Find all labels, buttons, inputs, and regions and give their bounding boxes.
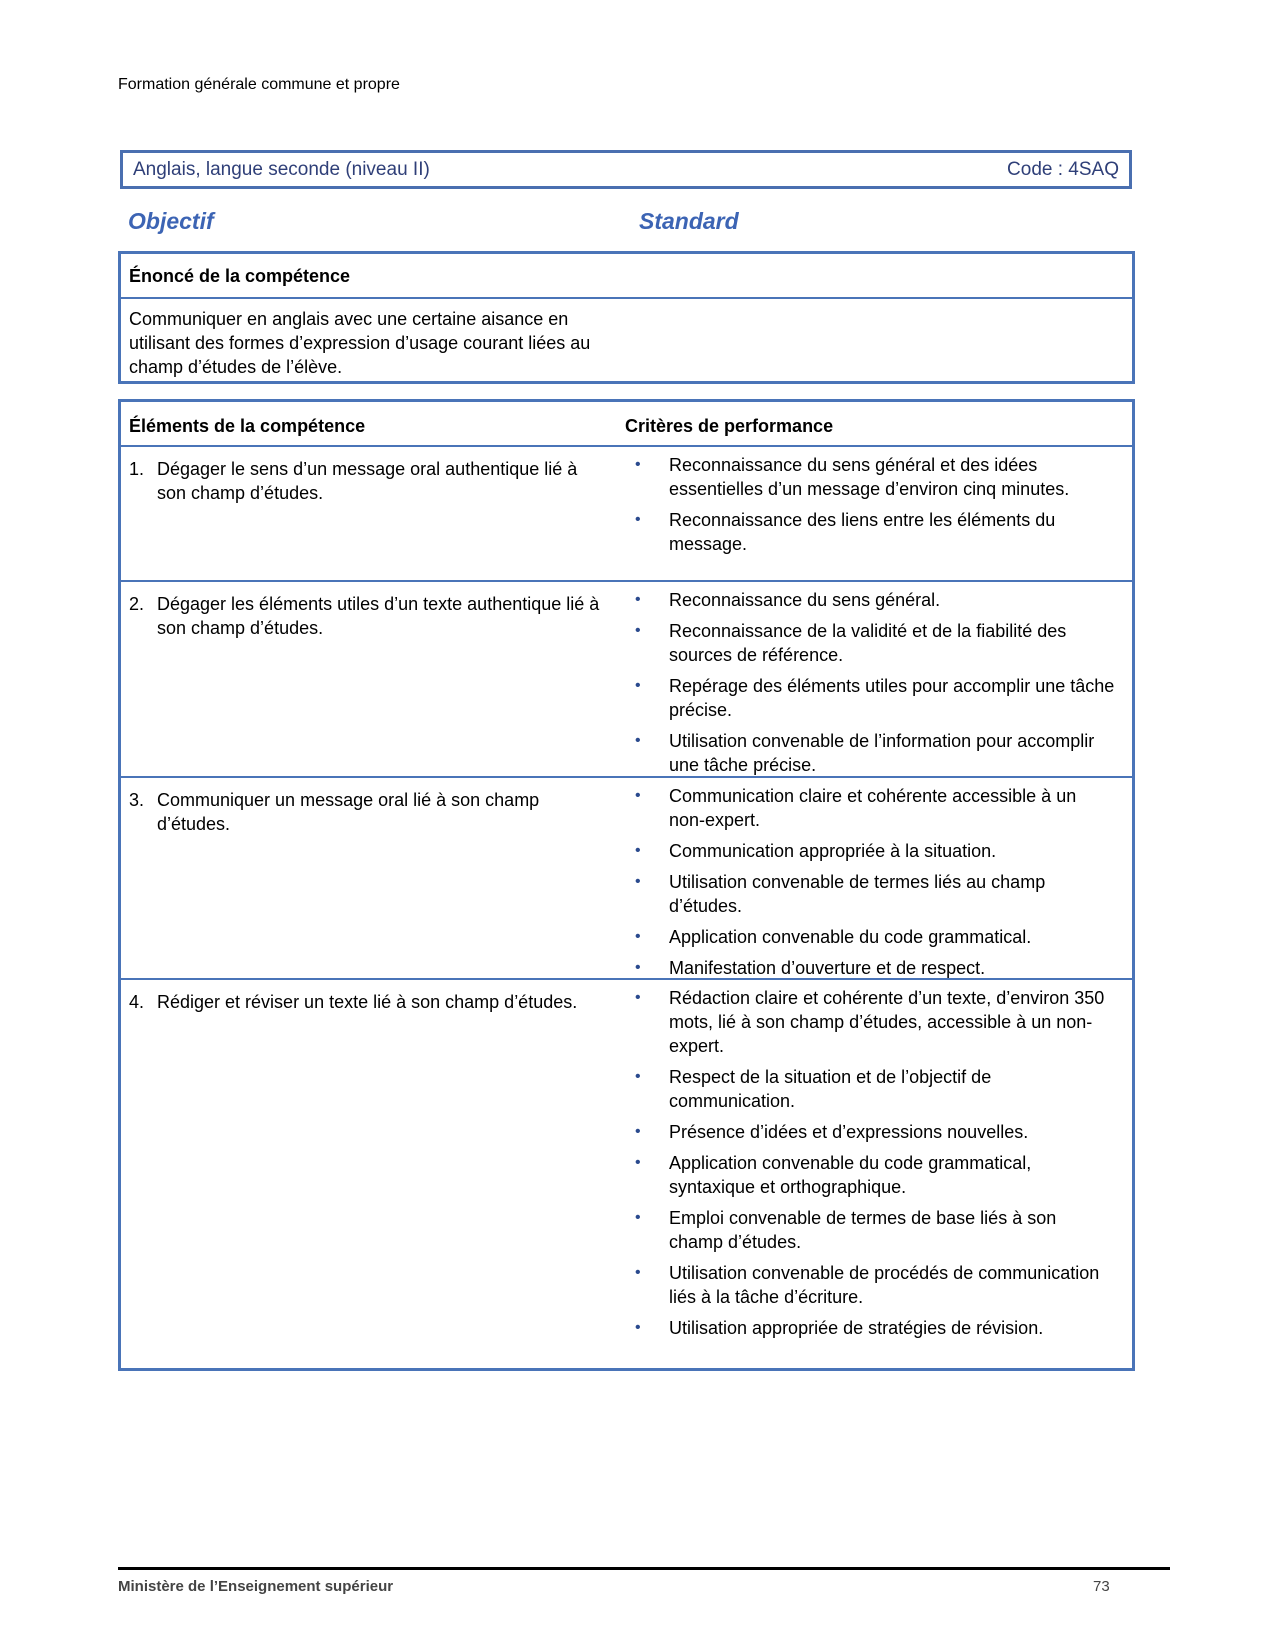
- criterion-text: Repérage des éléments utiles pour accomplir une tâche précise.: [669, 676, 1115, 720]
- page-number: 73: [1093, 1578, 1110, 1595]
- performance-criterion: [635, 839, 1115, 863]
- standard-label: Standard: [639, 208, 739, 234]
- bullet-icon: •: [635, 1154, 641, 1171]
- table-row: [121, 447, 1132, 582]
- criterion-text: Application convenable du code grammatical.: [669, 927, 1032, 947]
- bullet-icon: •: [635, 511, 641, 528]
- performance-criteria-list: [635, 784, 1115, 987]
- element-number: 2.: [129, 594, 145, 614]
- performance-criterion: [635, 1065, 1115, 1113]
- element-text: Communiquer un message oral lié à son champ d’études.: [157, 790, 540, 834]
- bullet-icon: •: [635, 456, 641, 473]
- performance-criterion: [635, 674, 1115, 722]
- competency-table: [118, 399, 1135, 1371]
- footer-rule: [118, 1567, 1170, 1570]
- table-row: [121, 980, 1132, 1338]
- bullet-icon: •: [635, 842, 641, 859]
- course-title-band: [120, 150, 1132, 189]
- element-text: Rédiger et réviser un texte lié à son champ d’études.: [157, 992, 578, 1012]
- performance-criterion: [635, 1316, 1115, 1340]
- performance-criterion: [635, 956, 1115, 980]
- bullet-icon: •: [635, 1209, 641, 1226]
- criterion-text: Reconnaissance des liens entre les éléments du message.: [669, 510, 1056, 554]
- criterion-text: Application convenable du code grammatical, syntaxique et orthographique.: [669, 1153, 1032, 1197]
- performance-criterion: [635, 1120, 1115, 1144]
- bullet-icon: •: [635, 677, 641, 694]
- course-code: Code : 4SAQ: [1007, 158, 1119, 180]
- bullet-icon: •: [635, 732, 641, 749]
- course-title: Anglais, langue seconde (niveau II): [133, 158, 430, 180]
- performance-criterion: [635, 619, 1115, 667]
- bullet-icon: •: [635, 873, 641, 890]
- objective-label: Objectif: [128, 208, 214, 234]
- criteria-column-heading: Critères de performance: [625, 416, 834, 436]
- performance-criteria-list: [635, 588, 1115, 784]
- criterion-text: Présence d’idées et d’expressions nouvelles.: [669, 1122, 1029, 1142]
- elements-column-heading: Éléments de la compétence: [129, 416, 366, 436]
- objective-standard-row: [128, 208, 1128, 236]
- criterion-text: Manifestation d’ouverture et de respect.: [669, 958, 986, 978]
- performance-criterion: [635, 986, 1115, 1058]
- performance-criteria-list: [635, 453, 1115, 563]
- element-number: 1.: [129, 459, 145, 479]
- bullet-icon: •: [635, 591, 641, 608]
- criterion-text: Respect de la situation et de l’objectif de communication.: [669, 1067, 992, 1111]
- bullet-icon: •: [635, 1123, 641, 1140]
- performance-criterion: [635, 729, 1115, 777]
- footer-publisher: Ministère de l’Enseignement supérieur: [118, 1578, 394, 1595]
- performance-criterion: [635, 508, 1115, 556]
- running-head: Formation générale commune et propre: [118, 76, 400, 93]
- performance-criterion: [635, 870, 1115, 918]
- element-number: 4.: [129, 992, 145, 1012]
- performance-criterion: [635, 925, 1115, 949]
- performance-criterion: [635, 588, 1115, 612]
- element-text: Dégager les éléments utiles d’un texte authentique lié à son champ d’études.: [157, 594, 600, 638]
- performance-criteria-list: [635, 986, 1115, 1347]
- criterion-text: Reconnaissance de la validité et de la fiabilité des sources de référence.: [669, 621, 1067, 665]
- criterion-text: Communication claire et cohérente accessible à un non-expert.: [669, 786, 1077, 830]
- bullet-icon: •: [635, 989, 641, 1006]
- bullet-icon: •: [635, 959, 641, 976]
- criterion-text: Utilisation convenable de procédés de communication liés à la tâche d’écriture.: [669, 1263, 1100, 1307]
- performance-criterion: [635, 453, 1115, 501]
- performance-criterion: [635, 1206, 1115, 1254]
- bullet-icon: •: [635, 1068, 641, 1085]
- criterion-text: Communication appropriée à la situation.: [669, 841, 997, 861]
- bullet-icon: •: [635, 928, 641, 945]
- table-row: [121, 582, 1132, 778]
- criterion-text: Utilisation convenable de l’information pour accomplir une tâche précise.: [669, 731, 1095, 775]
- performance-criterion: [635, 1261, 1115, 1309]
- criterion-text: Rédaction claire et cohérente d’un texte, d’environ 350 mots, lié à son champ d’études, accessible à un non-expert.: [669, 988, 1105, 1056]
- competency-statement-text: Communiquer en anglais avec une certaine aisance en utilisant des formes d’expression d’usage courant liées au champ d’études de l’élève.: [129, 309, 591, 377]
- criterion-text: Utilisation appropriée de stratégies de révision.: [669, 1318, 1044, 1338]
- bullet-icon: •: [635, 1319, 641, 1336]
- element-text: Dégager le sens d’un message oral authentique lié à son champ d’études.: [157, 459, 578, 503]
- criterion-text: Utilisation convenable de termes liés au champ d’études.: [669, 872, 1046, 916]
- competency-statement-box: [118, 251, 1135, 384]
- criterion-text: Reconnaissance du sens général et des idées essentielles d’un message d’environ cinq minutes.: [669, 455, 1070, 499]
- competency-statement-heading: Énoncé de la compétence: [121, 254, 1132, 299]
- bullet-icon: •: [635, 1264, 641, 1281]
- element-number: 3.: [129, 790, 145, 810]
- performance-criterion: [635, 784, 1115, 832]
- bullet-icon: •: [635, 787, 641, 804]
- criterion-text: Emploi convenable de termes de base liés à son champ d’études.: [669, 1208, 1057, 1252]
- table-header: [121, 402, 1132, 447]
- table-row: [121, 778, 1132, 980]
- criterion-text: Reconnaissance du sens général.: [669, 590, 941, 610]
- bullet-icon: •: [635, 622, 641, 639]
- performance-criterion: [635, 1151, 1115, 1199]
